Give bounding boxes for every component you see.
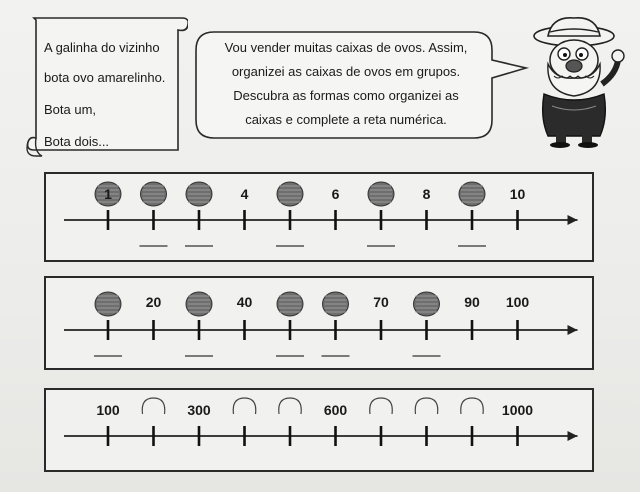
egg-box-icon (414, 292, 440, 316)
number-line-2 (46, 278, 592, 368)
egg-box-icon (186, 292, 212, 316)
empty-egg-outline-icon (370, 398, 393, 414)
egg-box-icon (95, 292, 121, 316)
egg-box-icon (277, 292, 303, 316)
tick-label: 8 (422, 186, 431, 202)
number-line-box-3 (44, 388, 594, 472)
number-line-box-1 (44, 172, 594, 262)
speech-line-3: Descubra as formas como organizei as (233, 88, 459, 103)
egg-box-icon (323, 292, 349, 316)
speech-line-2: organizei as caixas de ovos em grupos. (231, 64, 461, 79)
poem-line-3: Bota um, (44, 102, 97, 117)
farmer-mascot-illustration (518, 14, 630, 148)
empty-egg-outline-icon (415, 398, 438, 414)
arrow-head-icon (568, 215, 578, 225)
empty-egg-outline-icon (279, 398, 302, 414)
egg-box-icon (186, 182, 212, 206)
egg-box-icon (277, 182, 303, 206)
empty-egg-outline-icon (461, 398, 484, 414)
speech-line-1: Vou vender muitas caixas de ovos. Assim, (224, 40, 468, 55)
tick-label: 100 (96, 402, 120, 418)
tick-label: 70 (373, 294, 389, 310)
tick-label: 20 (145, 294, 162, 310)
empty-egg-outline-icon (233, 398, 256, 414)
speech-line-4: caixas e complete a reta numérica. (245, 112, 447, 127)
egg-box-icon (141, 182, 167, 206)
poem-line-1: A galinha do vizinho (44, 40, 160, 55)
poem-scroll (20, 10, 188, 160)
tick-label: 6 (331, 186, 340, 202)
tick-label: 40 (236, 294, 253, 310)
poem-line-4: Bota dois... (44, 134, 110, 149)
speech-bubble (192, 30, 532, 142)
arrow-head-icon (568, 325, 578, 335)
tick-label: 300 (187, 402, 211, 418)
tick-label: 100 (505, 294, 530, 310)
egg-box-icon (368, 182, 394, 206)
number-line-box-2 (44, 276, 594, 370)
egg-box-icon (459, 182, 485, 206)
empty-egg-outline-icon (142, 398, 165, 414)
tick-label: 1000 (501, 402, 534, 418)
tick-label: 1 (104, 186, 112, 202)
tick-label: 4 (240, 186, 249, 202)
arrow-head-icon (568, 431, 578, 441)
tick-label: 600 (323, 402, 348, 418)
tick-label: 90 (464, 294, 480, 310)
tick-label: 10 (509, 186, 526, 202)
poem-line-2: bota ovo amarelinho. (44, 70, 166, 85)
